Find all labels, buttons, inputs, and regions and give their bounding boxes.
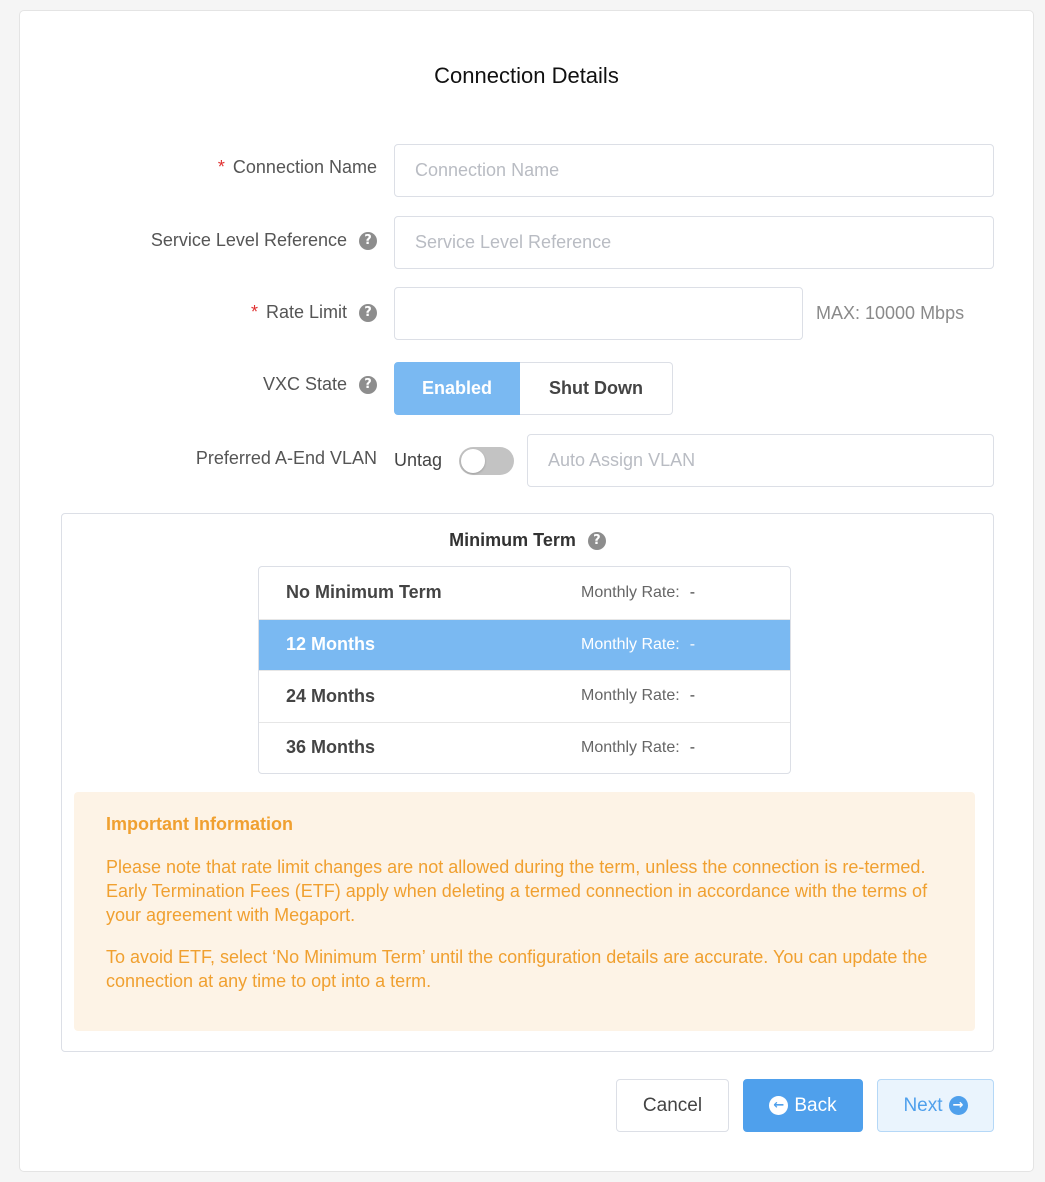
next-button-label: Next [903,1094,943,1116]
term-option-name: 24 Months [286,685,376,706]
important-information-title: Important Information [106,814,293,834]
help-icon[interactable]: ? [359,232,377,250]
term-option-rate-label: Monthly Rate: [581,635,680,653]
arrow-right-circle-icon: → [949,1096,968,1115]
term-option-36-months[interactable] [259,722,790,774]
connection-details-card [19,10,1034,1172]
term-option-rate-value: - [689,635,696,653]
back-button[interactable] [743,1079,863,1132]
required-marker: * [250,302,258,322]
rate-limit-label-text: Rate Limit [265,302,347,322]
help-icon[interactable]: ? [359,376,377,394]
term-option-no-minimum[interactable] [259,567,790,619]
term-option-rate-label: Monthly Rate: [581,738,680,756]
important-information-paragraph-2: To avoid ETF, select ‘No Minimum Term’ until the configuration details are accurate. You can update the connection at any time to opt into a term. [106,947,928,991]
preferred-vlan-label-text: Preferred A-End VLAN [195,448,377,468]
vxc-state-label [263,374,377,395]
important-information-paragraph-1: Please note that rate limit changes are not allowed during the term, unless the connection is re-termed. Early Termination Fees (ETF) apply when deleting a termed connection in accordance with the terms of your agreement with Megaport. [106,857,928,925]
cancel-button[interactable] [616,1079,729,1132]
help-icon[interactable]: ? [588,532,606,550]
connection-name-label [218,157,377,178]
term-option-rate-label: Monthly Rate: [581,687,680,705]
back-button-label: Back [794,1094,837,1116]
next-button[interactable] [877,1079,994,1132]
vxc-state-shut-down-button[interactable]: Shut Down [520,362,673,415]
term-option-rate-value: - [689,738,696,756]
vxc-state-toggle-group [394,362,673,415]
term-option-name: No Minimum Term [286,582,442,603]
page-title: Connection Details [434,63,619,88]
untag-switch-knob [461,449,485,473]
preferred-vlan-label [196,448,377,469]
vxc-state-enabled-button[interactable]: Enabled [394,362,520,415]
rate-limit-label [251,302,377,323]
help-icon[interactable]: ? [359,304,377,322]
service-level-reference-label [151,230,377,251]
term-option-rate-label: Monthly Rate: [581,583,680,601]
rate-limit-max: MAX: 10000 Mbps [816,303,965,323]
cancel-button-label: Cancel [642,1094,703,1116]
term-option-12-months[interactable] [259,619,790,671]
minimum-term-list [258,566,791,774]
important-information-alert [74,792,975,1031]
minimum-term-title-text: Minimum Term [449,530,576,550]
service-level-reference-label-text: Service Level Reference [150,230,347,250]
connection-name-label-text: Connection Name [232,157,377,177]
minimum-term-title [62,530,993,551]
term-option-name: 12 Months [286,634,376,655]
term-option-name: 36 Months [286,737,376,758]
vlan-input[interactable] [527,434,994,487]
service-level-reference-input[interactable] [394,216,994,269]
vxc-state-label-text: VXC State [262,374,347,394]
term-option-24-months[interactable] [259,670,790,722]
arrow-left-circle-icon: ← [769,1096,788,1115]
rate-limit-input[interactable] [394,287,803,340]
term-option-rate-value: - [689,583,696,601]
required-marker: * [217,157,225,177]
untag-switch[interactable] [459,447,514,475]
term-option-rate-value: - [689,687,696,705]
untag-label: Untag [394,450,443,470]
minimum-term-panel [61,513,994,1052]
connection-name-input[interactable] [394,144,994,197]
